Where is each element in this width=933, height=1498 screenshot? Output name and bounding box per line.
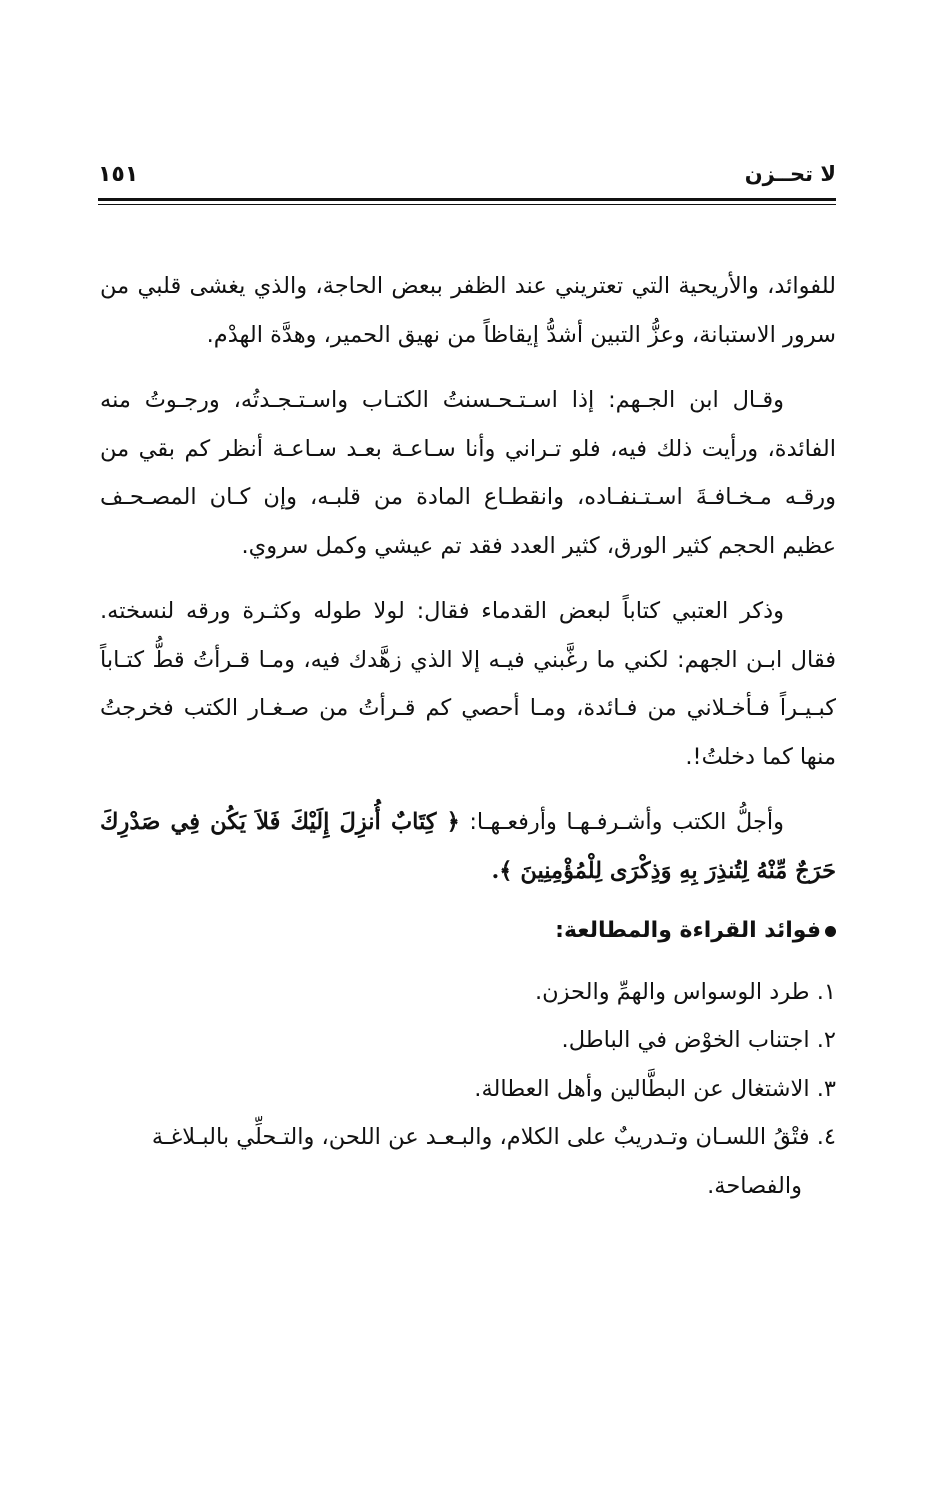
bullet-icon — [825, 926, 836, 937]
page-header — [98, 158, 836, 198]
paragraph — [100, 798, 836, 895]
list-item: ٢. اجتناب الخوْض في الباطل. — [561, 1027, 836, 1053]
running-title: لا تحــزن — [744, 162, 836, 186]
section-heading-text: فوائد القراءة والمطالعة: — [555, 918, 821, 943]
page-number: ١٥١ — [98, 162, 139, 187]
list-item: ٤. فتْقُ اللسـان وتـدريبٌ على الكلام، والبـعـد عن اللحن، والتـحلِّي بالبـلاغـة — [151, 1124, 836, 1150]
list-item: ١. طرد الوسواس والهمِّ والحزن. — [534, 978, 836, 1005]
paragraph: وذكر العتبي كتاباً لبعض القدماء فقال: لولا طوله وكثـرة ورقه لنسخته. فقال ابـن الجهم: لكني ما رغَّبني فيـه إلا الذي زهَّدك فيه، ومـا قـرأتُ قطُّ كتـاباً كبـيـراً فـأخـلاني من فـائدة، ومـا أحصي كم قـرأتُ من صـغـار الكتب فخرجتُ منها كما دخلتُ!. — [100, 598, 836, 770]
quran-verse: ﴿ كِتَابٌ أُنزِلَ إِلَيْكَ فَلاَ يَكُن فِي صَدْرِكَ حَرَجٌ مِّنْهُ لِتُنذِرَ بِهِ وَذِكْرَى لِلْمُؤْمِنِينَ ﴾. — [100, 809, 836, 884]
paragraph-intro: وأجلُّ الكتب وأشـرفـهـا وأرفعـهـا: — [469, 809, 784, 835]
list-item: ٣. الاشتغال عن البطَّالين وأهل العطالة. — [474, 1075, 836, 1102]
body-text — [100, 262, 836, 1210]
header-rule-thick — [98, 198, 836, 201]
header-rule-thin — [98, 204, 836, 205]
section-heading — [100, 907, 836, 956]
paragraph: للفوائد، والأريحية التي تعتريني عند الظفر ببعض الحاجة، والذي يغشى قلبي من سرور الاستبانة، وعزُّ التبين أشدُّ إيقاظاً من نهيق الحمير، وهدَّة الهدْم. — [100, 273, 836, 348]
list-item-continuation: والفصاحة. — [707, 1172, 802, 1199]
paragraph: وقـال ابن الجـهم: إذا اسـتـحـسنتُ الكتـاب واسـتـجـدتُه، ورجـوتُ منه الفائدة، ورأيت ذلك فيه، فلو تـراني وأنا سـاعـة بعـد سـاعـة أنظر كم بقي من ورقـه مـخـافـةَ اسـتـنفـاده، وانقطـاع المادة من قلبـه، وإن كـان المصـحـف عظيم الحجم كثير الورق، كثير العدد فقد تم عيشي وكمل سروي. — [100, 387, 836, 559]
